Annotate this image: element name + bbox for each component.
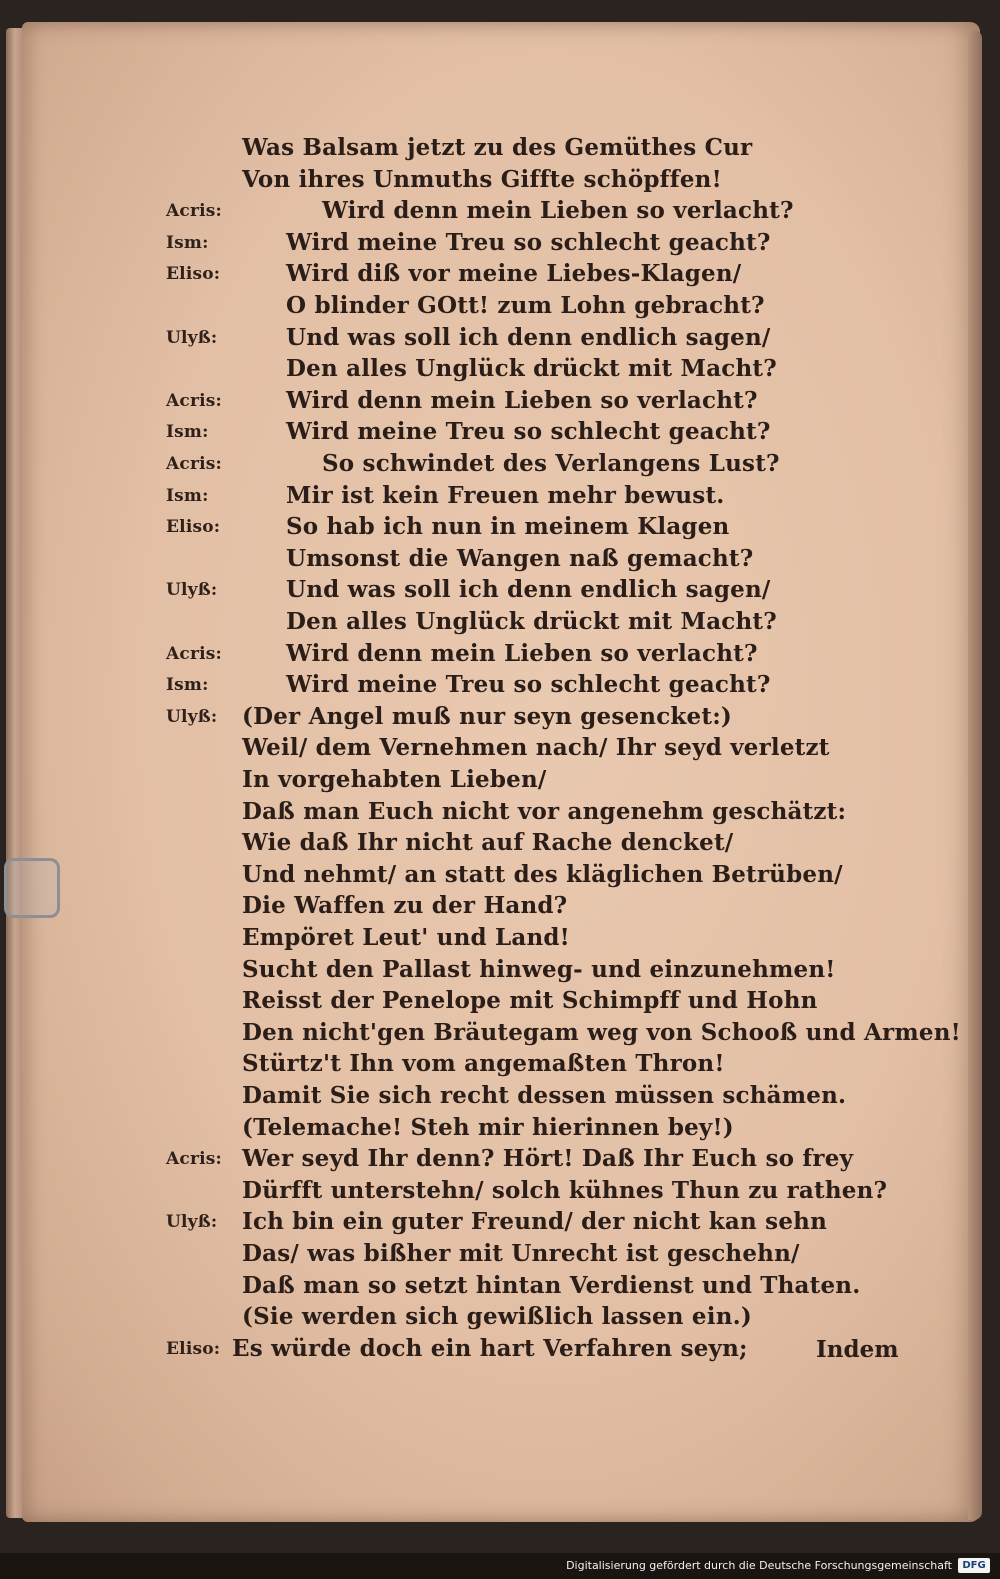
verse-text: (Sie werden sich gewißlich lassen ein.) [242, 1303, 752, 1331]
verse-line [22, 260, 980, 292]
paper-clip [4, 858, 60, 918]
verse-text: So hab ich nun in meinem Klagen [286, 513, 730, 541]
speaker-label: Acris: [166, 643, 223, 664]
verse-line [22, 1114, 980, 1146]
verse-line [22, 197, 980, 229]
verse-line [22, 829, 980, 861]
verse-line [22, 229, 980, 261]
verse-line [22, 703, 980, 735]
verse-text: Weil/ dem Vernehmen nach/ Ihr seyd verletzt [242, 734, 830, 762]
verse-line [22, 734, 980, 766]
verse-line [22, 450, 980, 482]
speaker-label: Ulyß: [166, 327, 218, 348]
speaker-label: Ism: [166, 485, 209, 506]
verse-text: Daß man Euch nicht vor angenehm geschätzt: [242, 797, 847, 825]
verse-line [22, 134, 980, 166]
verse-text: Reisst der Penelope mit Schimpff und Hohn [242, 987, 818, 1015]
verse-line [22, 861, 980, 893]
verse-text: Den alles Unglück drückt mit Macht? [286, 608, 777, 635]
verse-text: Das/ was bißher mit Unrecht ist geschehn/ [242, 1240, 800, 1267]
speaker-label: Ism: [166, 675, 209, 696]
verse-text: Was Balsam jetzt zu des Gemüthes Cur [242, 134, 753, 161]
verse-line [22, 1208, 980, 1240]
verse-text: Stürtz't Ihn vom angemaßten Thron! [242, 1050, 725, 1078]
verse-line [22, 1145, 980, 1177]
verse-text: (Der Angel muß nur seyn gesencket:) [242, 702, 732, 730]
speaker-label: Ism: [166, 422, 209, 443]
verse-text: Wird meine Treu so schlecht geacht? [286, 418, 771, 446]
verse-text: Umsonst die Wangen naß gemacht? [286, 544, 754, 572]
speaker-label: Eliso: [166, 517, 221, 538]
speaker-label: Ulyß: [166, 1212, 218, 1233]
book-page [22, 22, 980, 1522]
speaker-label: Eliso: [166, 264, 221, 285]
verse-line [22, 640, 980, 672]
verse-text: O blinder GOtt! zum Lohn gebracht? [286, 292, 765, 319]
verse-line [22, 418, 980, 450]
verse-text: Wie daß Ihr nicht auf Rache dencket/ [242, 829, 734, 857]
verse-text: Und was soll ich denn endlich sagen/ [286, 323, 771, 351]
verse-line [22, 1240, 980, 1272]
speaker-label: Acris: [166, 390, 223, 411]
catchword: Indem [816, 1336, 899, 1363]
verse-text: In vorgehabten Lieben/ [242, 766, 547, 793]
speaker-label: Acris: [166, 1149, 223, 1170]
verse-line [22, 166, 980, 198]
dfg-logo: DFG [958, 1558, 990, 1573]
verse-text: Wird denn mein Lieben so verlacht? [286, 639, 758, 667]
speaker-label: Ulyß: [166, 580, 218, 601]
speaker-label: Acris: [166, 454, 223, 474]
verse-line [22, 1050, 980, 1082]
verse-text: Die Waffen zu der Hand? [242, 892, 568, 920]
verse-line [22, 924, 980, 956]
verse-text: Mir ist kein Freuen mehr bewust. [286, 481, 725, 509]
verse-line [22, 671, 980, 703]
digitization-footer [0, 1553, 1000, 1579]
verse-line [22, 892, 980, 924]
verse-line [22, 1177, 980, 1209]
verse-text: Und nehmt/ an statt des kläglichen Betrüben/ [242, 860, 843, 888]
verse-text: Dürfft unterstehn/ solch kühnes Thun zu rathen? [242, 1176, 888, 1204]
verse-text: Und was soll ich denn endlich sagen/ [286, 576, 771, 604]
speaker-label: Eliso: [166, 1338, 221, 1359]
verse-line [22, 1303, 980, 1335]
verse-line [22, 798, 980, 830]
verse-line [22, 956, 980, 988]
verse-line [22, 324, 980, 356]
verse-text: Den alles Unglück drückt mit Macht? [286, 355, 777, 383]
speaker-label: Acris: [166, 201, 223, 222]
verse-line [22, 513, 980, 545]
verse-text: (Telemache! Steh mir hierinnen bey!) [242, 1113, 734, 1141]
verse-text: Wird denn mein Lieben so verlacht? [322, 197, 794, 225]
speaker-label: Ism: [166, 232, 209, 253]
verse-line [22, 355, 980, 387]
verse-line [22, 387, 980, 419]
verse-text: Sucht den Pallast hinweg- und einzunehmen! [242, 955, 836, 983]
verse-line [22, 1019, 980, 1051]
verse-text: Daß man so setzt hintan Verdienst und Thaten. [242, 1271, 861, 1299]
verse-line [22, 576, 980, 608]
verse-line [22, 608, 980, 640]
verse-line [22, 987, 980, 1019]
footer-credit: Digitalisierung gefördert durch die Deutsche Forschungsgemeinschaft [566, 1559, 952, 1572]
verse-text: Wird meine Treu so schlecht geacht? [286, 671, 771, 699]
verse-line [22, 545, 980, 577]
verse-text: Empöret Leut' und Land! [242, 924, 570, 951]
verse-line [22, 1082, 980, 1114]
verse-text: Damit Sie sich recht dessen müssen schämen. [242, 1082, 847, 1109]
verse-line [22, 292, 980, 324]
verse-line [22, 766, 980, 798]
verse-text: So schwindet des Verlangens Lust? [322, 450, 780, 477]
verse-text: Es würde doch ein hart Verfahren seyn; [232, 1334, 748, 1362]
verse-line [22, 482, 980, 514]
verse-text: Wird denn mein Lieben so verlacht? [286, 386, 758, 414]
verse-text: Den nicht'gen Bräutegam weg von Schooß und Armen! [242, 1018, 961, 1046]
page-right-edge [968, 30, 982, 1520]
verse-text: Von ihres Unmuths Giffte schöpffen! [242, 165, 722, 193]
verse-text: Wer seyd Ihr denn? Hört! Daß Ihr Euch so frey [242, 1145, 854, 1173]
verse-text: Wird diß vor meine Liebes-Klagen/ [286, 260, 742, 288]
speaker-label: Ulyß: [166, 706, 218, 727]
verse-text: Wird meine Treu so schlecht geacht? [286, 228, 771, 256]
verse-line [22, 1272, 980, 1304]
verse-text: Ich bin ein guter Freund/ der nicht kan sehn [242, 1208, 827, 1236]
